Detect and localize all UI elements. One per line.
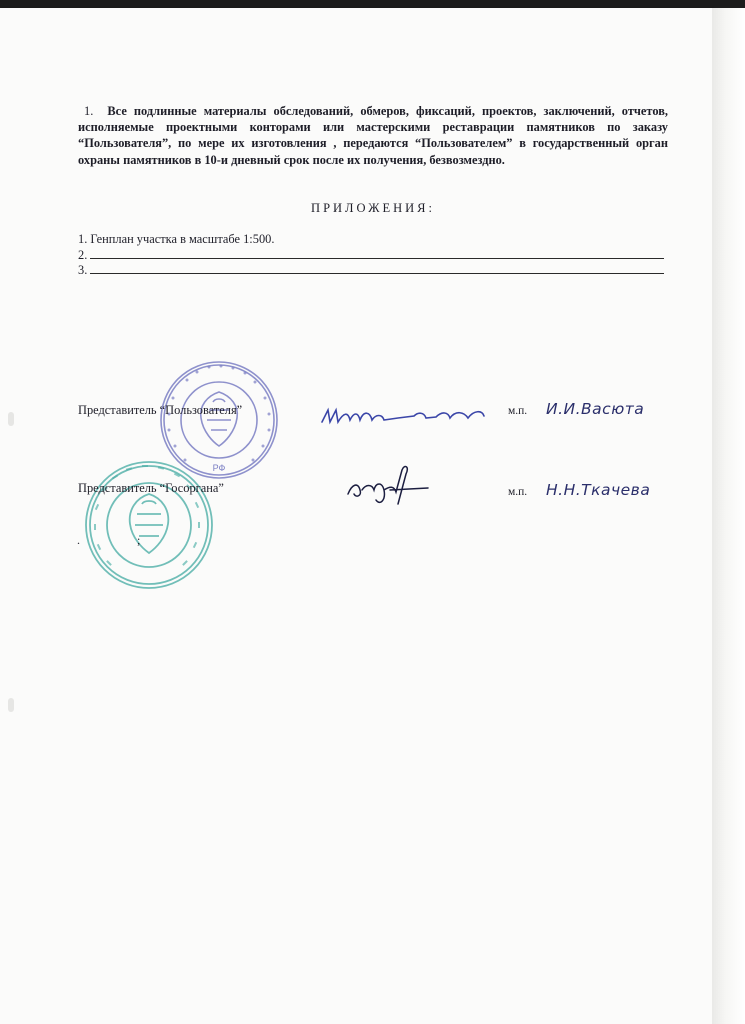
punch-hole-mark bbox=[8, 412, 14, 426]
appendices-title: ПРИЛОЖЕНИЯ: bbox=[311, 201, 435, 215]
punch-hole-mark bbox=[8, 698, 14, 712]
blank-line bbox=[90, 249, 664, 259]
appendix-number: 1. bbox=[78, 232, 88, 246]
user-representative-label: Представитель “Пользователя” bbox=[78, 403, 243, 417]
agency-round-stamp bbox=[82, 458, 216, 592]
seal-place-mark: м.п. bbox=[508, 405, 528, 417]
appendix-item bbox=[78, 248, 670, 262]
agency-representative-label: Представитель “Госоргана” bbox=[78, 481, 224, 495]
appendix-number: 2. bbox=[78, 248, 88, 262]
handwritten-name: Н.Н.Ткачева bbox=[546, 481, 651, 499]
handwritten-name: И.И.Васюта bbox=[546, 400, 645, 418]
agency-signature bbox=[340, 460, 430, 510]
appendix-text: Генплан участка в масштабе 1:500. bbox=[90, 232, 275, 246]
appendix-item bbox=[78, 263, 670, 277]
user-signature bbox=[318, 400, 488, 430]
appendix-number: 3. bbox=[78, 263, 88, 277]
stray-marks: . ; bbox=[77, 533, 141, 547]
blank-line bbox=[90, 264, 664, 274]
stamp-text: РФ bbox=[212, 463, 226, 473]
clause-text: Все подлинные материалы обследований, обмеров, фиксаций, проектов, заключений, отчетов, исполняемые проектными конторами или мастерскими реставрации памятников по заказу “Пользователя”, по мере их изготовления , передаются “Пользователем” в государственный орган охраны памятников в 10-и дневный срок после их получения, безвозмездно. bbox=[78, 104, 668, 167]
appendix-item bbox=[78, 232, 670, 246]
clause-number: 1. bbox=[84, 104, 94, 118]
paper-edge bbox=[712, 8, 745, 1024]
clause-paragraph bbox=[78, 103, 668, 168]
seal-place-mark: м.п. bbox=[508, 486, 528, 498]
